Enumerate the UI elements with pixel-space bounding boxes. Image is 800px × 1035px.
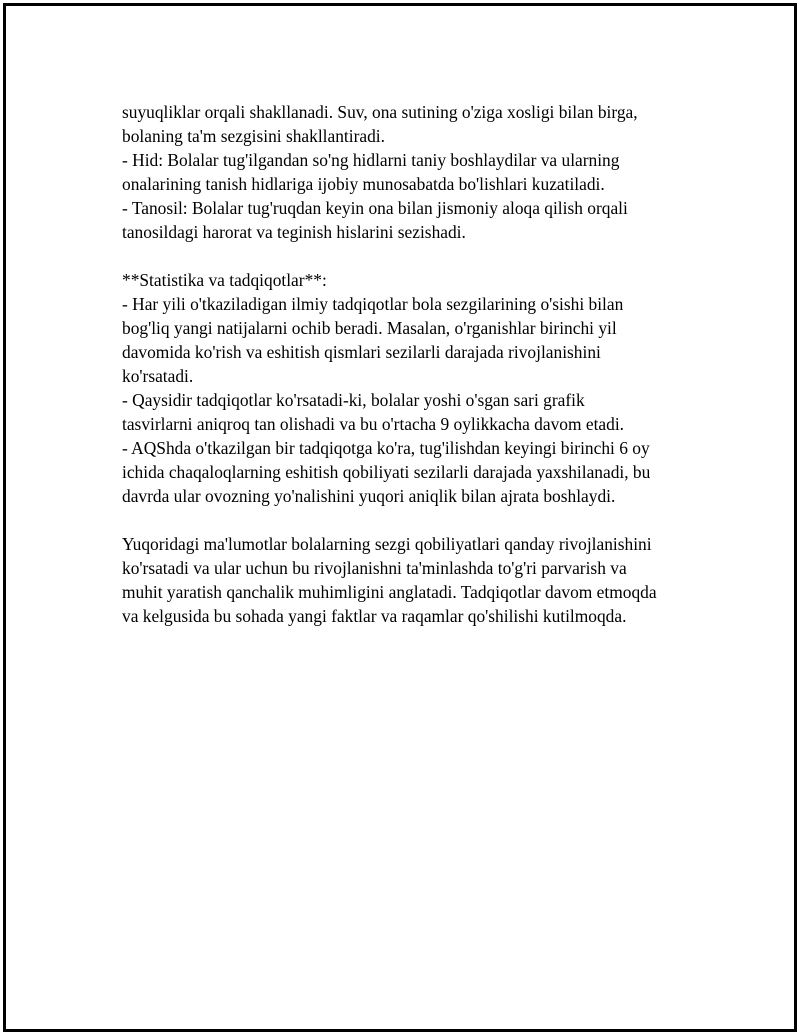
text-line: - Qaysidir tadqiqotlar ko'rsatadi-ki, bolalar yoshi o'sgan sari grafik (122, 390, 585, 410)
text-line: ko'rsatadi va ular uchun bu rivojlanishni ta'minlashda to'g'ri parvarish va (122, 558, 627, 578)
text-line: - Tanosil: Bolalar tug'ruqdan keyin ona bilan jismoniy aloqa qilish orqali (122, 198, 628, 218)
text-line: - AQShda o'tkazilgan bir tadqiqotga ko'ra, tug'ilishdan keyingi birinchi 6 oy (122, 438, 650, 458)
paragraph-statistics (122, 268, 702, 508)
document-body (122, 100, 702, 628)
text-line: ichida chaqaloqlarning eshitish qobiliyati sezilarli darajada yaxshilanadi, bu (122, 462, 651, 482)
text-line: - Har yili o'tkaziladigan ilmiy tadqiqotlar bola sezgilarining o'sishi bilan (122, 294, 624, 314)
text-line: Yuqoridagi ma'lumotlar bolalarning sezgi qobiliyatlari qanday rivojlanishini (122, 534, 652, 554)
paragraph-senses (122, 100, 702, 244)
text-line: onalarining tanish hidlariga ijobiy munosabatda bo'lishlari kuzatiladi. (122, 174, 605, 194)
paragraph-spacer (122, 244, 702, 268)
text-line: davrda ular ovozning yo'nalishini yuqori aniqlik bilan ajrata boshlaydi. (122, 486, 616, 506)
text-line: ko'rsatadi. (122, 366, 194, 386)
paragraph-spacer (122, 508, 702, 532)
paragraph-conclusion (122, 532, 702, 628)
text-line: tanosildagi harorat va teginish hislarini sezishadi. (122, 222, 466, 242)
section-heading: **Statistika va tadqiqotlar**: (122, 270, 327, 290)
text-line: tasvirlarni aniqroq tan olishadi va bu o'rtacha 9 oylikkacha davom etadi. (122, 414, 624, 434)
text-line: davomida ko'rish va eshitish qismlari sezilarli darajada rivojlanishini (122, 342, 601, 362)
text-line: muhit yaratish qanchalik muhimligini anglatadi. Tadqiqotlar davom etmoqda (122, 582, 657, 602)
text-line: bog'liq yangi natijalarni ochib beradi. Masalan, o'rganishlar birinchi yil (122, 318, 617, 338)
page-frame (3, 3, 797, 1032)
text-line: suyuqliklar orqali shakllanadi. Suv, ona sutining o'ziga xosligi bilan birga, (122, 102, 638, 122)
text-line: bolaning ta'm sezgisini shakllantiradi. (122, 126, 385, 146)
text-line: - Hid: Bolalar tug'ilgandan so'ng hidlarni taniy boshlaydilar va ularning (122, 150, 620, 170)
text-line: va kelgusida bu sohada yangi faktlar va raqamlar qo'shilishi kutilmoqda. (122, 606, 627, 626)
